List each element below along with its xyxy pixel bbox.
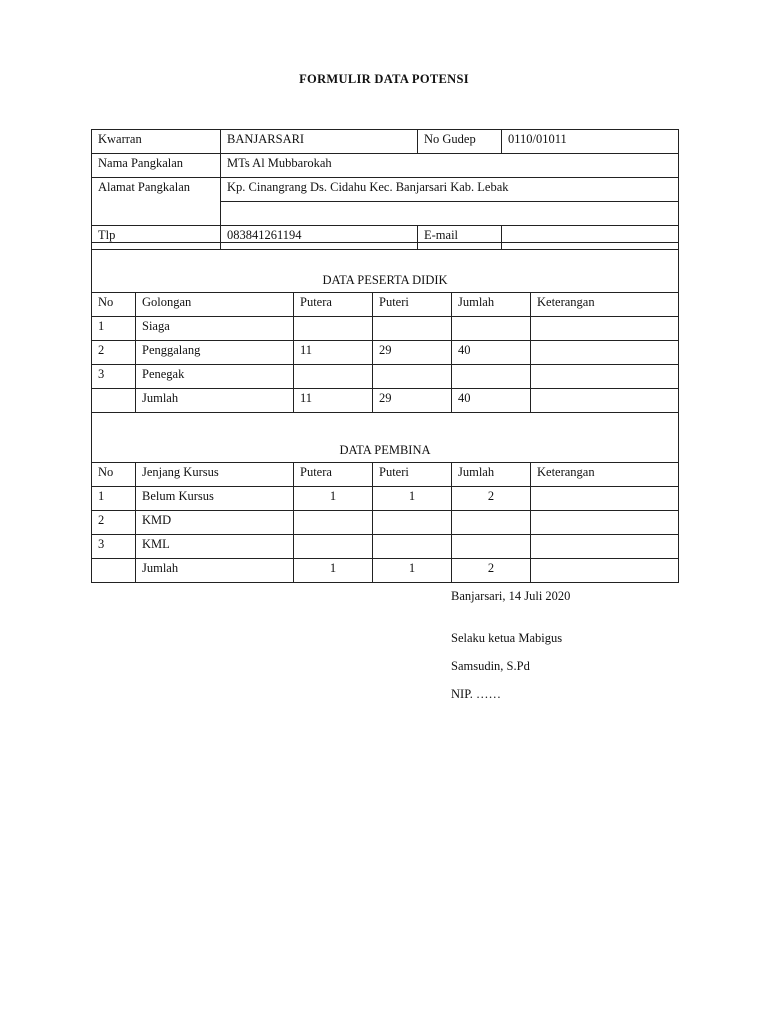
column-header: Keterangan <box>531 293 679 317</box>
table-row <box>92 511 679 535</box>
pembina-heading-row <box>92 413 679 463</box>
kwarran-row <box>92 130 679 154</box>
table-cell: 11 <box>294 389 373 413</box>
column-header: Golongan <box>136 293 294 317</box>
table-cell <box>452 317 531 341</box>
table-cell: 3 <box>92 365 136 389</box>
table-cell: Belum Kursus <box>136 487 294 511</box>
table-row <box>92 341 679 365</box>
alamat-value-line2 <box>221 202 679 226</box>
table-cell <box>531 341 679 365</box>
table-cell: 11 <box>294 341 373 365</box>
column-header: Jumlah <box>452 463 531 487</box>
table-cell: Siaga <box>136 317 294 341</box>
table-cell: 1 <box>294 487 373 511</box>
table-cell: 2 <box>452 559 531 583</box>
table-cell: 29 <box>373 341 452 365</box>
table-cell <box>531 317 679 341</box>
table-row <box>92 487 679 511</box>
table-cell <box>373 511 452 535</box>
table-cell <box>373 317 452 341</box>
table-cell <box>531 511 679 535</box>
table-cell <box>452 535 531 559</box>
table-cell: KML <box>136 535 294 559</box>
table-row <box>92 365 679 389</box>
table-cell <box>452 511 531 535</box>
table-cell <box>92 389 136 413</box>
pangkalan-value: MTs Al Mubbarokah <box>221 154 679 178</box>
pangkalan-row <box>92 154 679 178</box>
table-cell: Penggalang <box>136 341 294 365</box>
table-cell: KMD <box>136 511 294 535</box>
table-row <box>92 317 679 341</box>
table-cell: 1 <box>373 559 452 583</box>
gudep-label: No Gudep <box>418 130 502 154</box>
peserta-section-heading: DATA PESERTA DIDIK <box>92 243 679 293</box>
total-row <box>92 559 679 583</box>
table-cell: 1 <box>92 317 136 341</box>
column-header: Puteri <box>373 463 452 487</box>
pembina-header-row <box>92 463 679 487</box>
column-header: Jenjang Kursus <box>136 463 294 487</box>
table-cell: 2 <box>92 341 136 365</box>
kwarran-label: Kwarran <box>92 130 221 154</box>
column-header: Jumlah <box>452 293 531 317</box>
table-cell <box>373 535 452 559</box>
alamat-value: Kp. Cinangrang Ds. Cidahu Kec. Banjarsari Kab. Lebak <box>221 178 679 202</box>
table-cell: 29 <box>373 389 452 413</box>
table-cell <box>294 317 373 341</box>
table-cell: 1 <box>373 487 452 511</box>
tlp-label: Tlp <box>92 226 221 250</box>
column-header: Keterangan <box>531 463 679 487</box>
column-header: Putera <box>294 463 373 487</box>
tlp-value: 083841261194 <box>221 226 418 250</box>
identity-table <box>91 129 679 250</box>
column-header: No <box>92 293 136 317</box>
table-cell <box>373 365 452 389</box>
peserta-header-row <box>92 293 679 317</box>
form-title: FORMULIR DATA POTENSI <box>299 72 469 86</box>
total-row <box>92 389 679 413</box>
table-cell <box>294 535 373 559</box>
table-cell: 1 <box>294 559 373 583</box>
table-cell <box>531 389 679 413</box>
column-header: No <box>92 463 136 487</box>
table-cell: Jumlah <box>136 559 294 583</box>
table-cell: 3 <box>92 535 136 559</box>
table-cell: 2 <box>92 511 136 535</box>
alamat-row <box>92 178 679 202</box>
signatory-name: Samsudin, S.Pd <box>451 659 530 673</box>
signatory-role: Selaku ketua Mabigus <box>451 631 563 645</box>
table-cell: 1 <box>92 487 136 511</box>
signatory-nip: NIP. …… <box>451 687 502 701</box>
column-header: Putera <box>294 293 373 317</box>
table-cell <box>294 365 373 389</box>
table-row <box>92 535 679 559</box>
gudep-value: 0110/01011 <box>502 130 679 154</box>
potency-table <box>91 242 679 583</box>
email-label: E-mail <box>418 226 502 250</box>
table-cell: 40 <box>452 341 531 365</box>
table-cell <box>92 559 136 583</box>
table-cell: 40 <box>452 389 531 413</box>
alamat-label: Alamat Pangkalan <box>92 178 221 226</box>
pangkalan-label: Nama Pangkalan <box>92 154 221 178</box>
table-cell <box>531 559 679 583</box>
place-date: Banjarsari, 14 Juli 2020 <box>451 589 571 603</box>
pembina-section-heading: DATA PEMBINA <box>92 413 679 463</box>
table-cell: Jumlah <box>136 389 294 413</box>
table-cell: Penegak <box>136 365 294 389</box>
table-cell <box>531 487 679 511</box>
table-cell: 2 <box>452 487 531 511</box>
table-cell <box>294 511 373 535</box>
table-cell <box>531 365 679 389</box>
peserta-heading-row <box>92 243 679 293</box>
kwarran-value: BANJARSARI <box>221 130 418 154</box>
table-cell <box>452 365 531 389</box>
table-cell <box>531 535 679 559</box>
column-header: Puteri <box>373 293 452 317</box>
